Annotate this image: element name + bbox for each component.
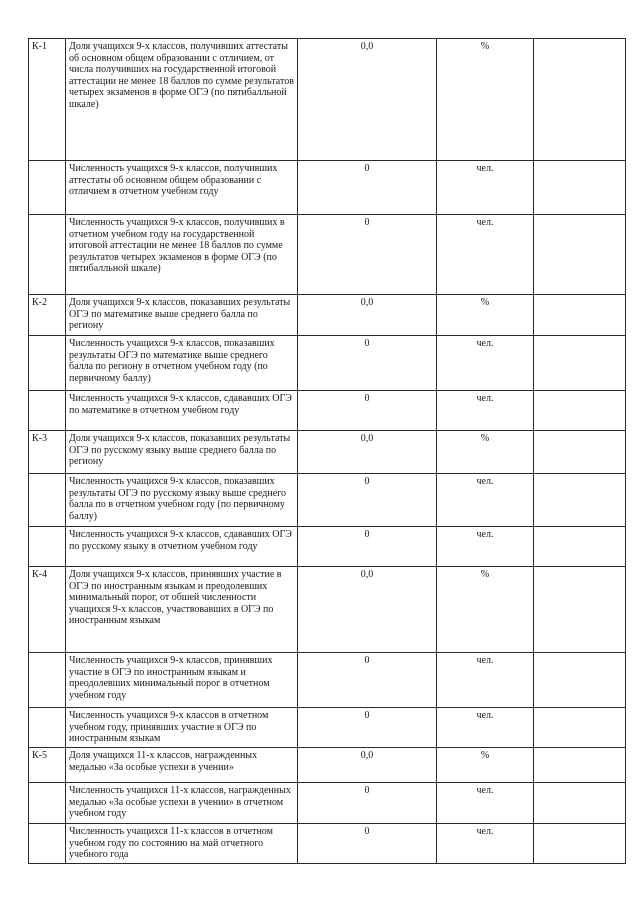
- empty-cell-cell: [534, 336, 626, 391]
- indicator-description: Численность учащихся 9-х классов, получивших аттестаты об основном общем образовании с отличием в отчетном учебном году: [69, 163, 278, 198]
- indicator-unit: чел.: [476, 785, 494, 796]
- indicator-description: Численность учащихся 9-х классов, получивших в отчетном учебном году на государственной итоговой аттестации не менее 18 баллов по сумме результатов четырех экзаменов в форме ОГЭ (по пятибалльной шкале): [69, 217, 285, 275]
- indicator-code: К-2: [32, 297, 47, 308]
- indicator-description: Доля учащихся 11-х классов, награжденных медалью «За особые успехи в учении»: [69, 750, 258, 773]
- table-row: [29, 527, 626, 567]
- empty-cell-cell: [534, 431, 626, 474]
- indicator-value: 0: [364, 655, 370, 666]
- indicator-value-cell: [298, 653, 437, 708]
- empty-cell-cell: [534, 783, 626, 824]
- indicator-unit: чел.: [476, 710, 494, 721]
- table-row: [29, 39, 626, 161]
- indicator-unit: чел.: [476, 529, 494, 540]
- indicator-unit-cell: [437, 474, 534, 527]
- indicator-code: К-4: [32, 569, 47, 580]
- indicator-code-cell: [29, 567, 66, 653]
- indicator-unit: %: [480, 569, 490, 580]
- indicator-value: 0,0: [360, 433, 374, 444]
- indicator-unit: %: [480, 433, 490, 444]
- indicator-value: 0,0: [360, 297, 374, 308]
- empty-cell-cell: [534, 391, 626, 431]
- indicator-unit: чел.: [476, 826, 494, 837]
- indicator-description-cell: [66, 391, 298, 431]
- indicator-unit-cell: [437, 39, 534, 161]
- indicator-unit-cell: [437, 527, 534, 567]
- table-row: [29, 708, 626, 748]
- indicator-value: 0: [364, 785, 370, 796]
- table-row: [29, 748, 626, 783]
- table-row: [29, 391, 626, 431]
- indicator-value: 0: [364, 710, 370, 721]
- empty-cell-cell: [534, 295, 626, 336]
- table-row: [29, 431, 626, 474]
- indicator-code-cell: [29, 161, 66, 215]
- indicator-value: 0: [364, 217, 370, 228]
- indicator-value-cell: [298, 824, 437, 864]
- indicator-unit-cell: [437, 824, 534, 864]
- empty-cell-cell: [534, 161, 626, 215]
- indicator-code: К-3: [32, 433, 47, 444]
- indicator-unit: чел.: [476, 163, 494, 174]
- empty-cell-cell: [534, 215, 626, 295]
- empty-cell-cell: [534, 474, 626, 527]
- indicator-value-cell: [298, 295, 437, 336]
- empty-cell-cell: [534, 748, 626, 783]
- indicator-description-cell: [66, 567, 298, 653]
- indicator-code-cell: [29, 783, 66, 824]
- indicator-value-cell: [298, 474, 437, 527]
- table-row: [29, 161, 626, 215]
- indicator-value-cell: [298, 567, 437, 653]
- empty-cell-cell: [534, 527, 626, 567]
- indicator-code-cell: [29, 708, 66, 748]
- indicator-code-cell: [29, 295, 66, 336]
- indicator-description: Численность учащихся 9-х классов, сдававших ОГЭ по математике в отчетном учебном году: [69, 393, 292, 416]
- indicator-description: Численность учащихся 11-х классов, награжденных медалью «За особые успехи в учении» в отчетном учебном году: [69, 785, 291, 820]
- indicator-value-cell: [298, 215, 437, 295]
- indicator-code-cell: [29, 824, 66, 864]
- indicator-unit: %: [480, 41, 490, 52]
- table-row: [29, 653, 626, 708]
- indicator-unit-cell: [437, 161, 534, 215]
- indicator-value: 0,0: [360, 569, 374, 580]
- indicator-description-cell: [66, 653, 298, 708]
- indicator-value: 0: [364, 163, 370, 174]
- indicator-description-cell: [66, 708, 298, 748]
- indicator-description: Численность учащихся 9-х классов, показавших результаты ОГЭ по математике выше среднего балла по региону в отчетном учебном году (по первичному баллу): [69, 338, 275, 384]
- indicator-value-cell: [298, 783, 437, 824]
- empty-cell-cell: [534, 708, 626, 748]
- indicator-unit-cell: [437, 708, 534, 748]
- indicator-code-cell: [29, 474, 66, 527]
- indicator-code-cell: [29, 527, 66, 567]
- indicators-table-body: [29, 39, 626, 864]
- table-row: [29, 783, 626, 824]
- indicator-unit: чел.: [476, 338, 494, 349]
- indicator-description: Доля учащихся 9-х классов, показавших результаты ОГЭ по математике выше среднего балла по региону: [69, 297, 291, 332]
- indicator-unit-cell: [437, 295, 534, 336]
- indicator-value-cell: [298, 748, 437, 783]
- table-row: [29, 824, 626, 864]
- indicator-unit-cell: [437, 431, 534, 474]
- indicator-value: 0: [364, 393, 370, 404]
- indicator-description: Численность учащихся 9-х классов, показавших результаты ОГЭ по русскому языку выше среднего балла по в отчетном учебном году (по первичному баллу): [69, 476, 287, 522]
- indicator-code-cell: [29, 391, 66, 431]
- indicator-unit-cell: [437, 783, 534, 824]
- indicator-code-cell: [29, 748, 66, 783]
- indicator-unit: чел.: [476, 217, 494, 228]
- indicator-unit: чел.: [476, 655, 494, 666]
- indicator-description: Доля учащихся 9-х классов, получивших аттестаты об основном общем образовании с отличием, от числа получивших на государственной итоговой аттестации не менее 18 баллов по сумме результатов четырех экзаменов в форме ОГЭ (по пятибалльной шкале): [69, 41, 294, 110]
- indicator-value-cell: [298, 161, 437, 215]
- indicator-value-cell: [298, 336, 437, 391]
- table-row: [29, 474, 626, 527]
- indicator-unit: чел.: [476, 476, 494, 487]
- indicator-value: 0: [364, 529, 370, 540]
- empty-cell-cell: [534, 39, 626, 161]
- indicator-unit-cell: [437, 391, 534, 431]
- empty-cell-cell: [534, 824, 626, 864]
- indicator-unit: чел.: [476, 393, 494, 404]
- indicator-description: Численность учащихся 9-х классов, принявших участие в ОГЭ по иностранным языкам и преодолевших минимальный порог в отчетном учебном году: [69, 655, 273, 701]
- table-row: [29, 567, 626, 653]
- indicator-description: Доля учащихся 9-х классов, принявших участие в ОГЭ по иностранным языкам и преодолевших минимальный порог, от обшей численности учащихся 9-х классов, участвовавших в ОГЭ по иностранным языкам: [69, 569, 282, 627]
- indicator-description-cell: [66, 336, 298, 391]
- indicators-table: [28, 38, 626, 864]
- indicator-value: 0: [364, 476, 370, 487]
- indicator-description-cell: [66, 527, 298, 567]
- indicator-description-cell: [66, 474, 298, 527]
- indicator-value-cell: [298, 391, 437, 431]
- indicator-description-cell: [66, 824, 298, 864]
- indicator-value: 0: [364, 826, 370, 837]
- indicator-description-cell: [66, 431, 298, 474]
- indicator-value-cell: [298, 39, 437, 161]
- indicator-unit: %: [480, 297, 490, 308]
- indicator-value-cell: [298, 708, 437, 748]
- table-row: [29, 215, 626, 295]
- indicator-code: К-5: [32, 750, 47, 761]
- indicator-description: Численность учащихся 9-х классов, сдававших ОГЭ по русскому языку в отчетном учебном году: [69, 529, 292, 552]
- indicator-value-cell: [298, 431, 437, 474]
- indicator-description-cell: [66, 748, 298, 783]
- indicator-unit-cell: [437, 567, 534, 653]
- indicator-value: 0,0: [360, 750, 374, 761]
- indicator-description-cell: [66, 161, 298, 215]
- indicator-unit: %: [480, 750, 490, 761]
- empty-cell-cell: [534, 567, 626, 653]
- indicator-description: Численность учащихся 11-х классов в отчетном учебном году по состоянию на май отчетного учебного года: [69, 826, 273, 861]
- indicator-unit-cell: [437, 336, 534, 391]
- indicator-description-cell: [66, 39, 298, 161]
- indicator-unit-cell: [437, 653, 534, 708]
- indicator-description: Численность учащихся 9-х классов в отчетном учебном году, принявших участие в ОГЭ по иностранным языкам: [69, 710, 269, 745]
- indicator-description: Доля учащихся 9-х классов, показавших результаты ОГЭ по русскому языку выше среднего балла по региону: [69, 433, 291, 468]
- indicator-code-cell: [29, 39, 66, 161]
- indicator-code-cell: [29, 336, 66, 391]
- indicator-description-cell: [66, 783, 298, 824]
- indicator-code-cell: [29, 431, 66, 474]
- empty-cell-cell: [534, 653, 626, 708]
- indicator-code-cell: [29, 653, 66, 708]
- indicator-value-cell: [298, 527, 437, 567]
- indicator-unit-cell: [437, 748, 534, 783]
- table-row: [29, 336, 626, 391]
- indicator-unit-cell: [437, 215, 534, 295]
- indicator-code: К-1: [32, 41, 47, 52]
- indicator-value: 0: [364, 338, 370, 349]
- indicator-value: 0,0: [360, 41, 374, 52]
- indicator-code-cell: [29, 215, 66, 295]
- table-row: [29, 295, 626, 336]
- indicator-description-cell: [66, 295, 298, 336]
- indicator-description-cell: [66, 215, 298, 295]
